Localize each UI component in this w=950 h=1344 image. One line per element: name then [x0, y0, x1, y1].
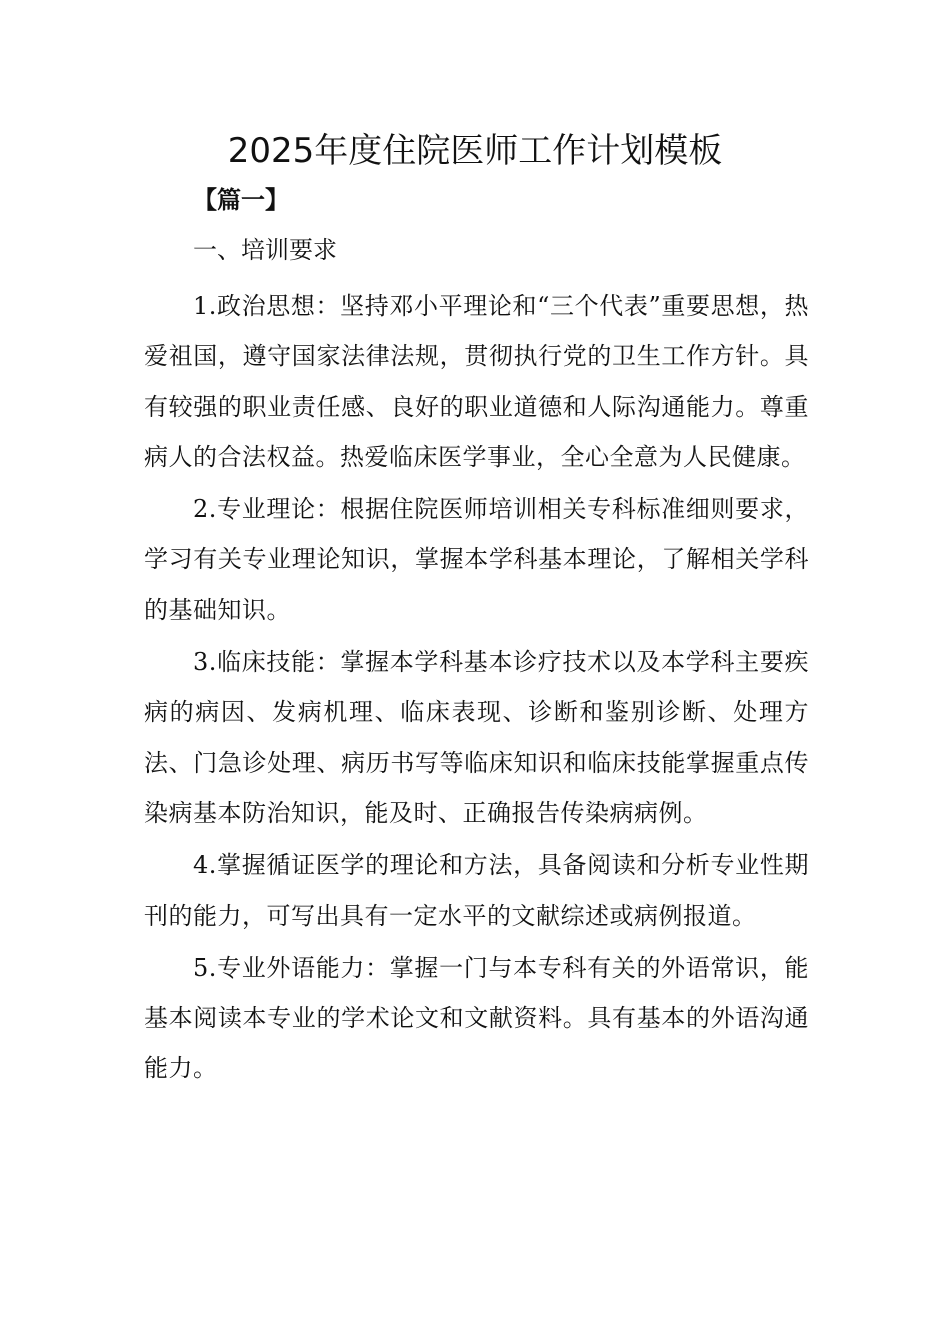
part-heading: 【篇一】	[193, 186, 289, 214]
paragraph-foreign-language: 5.专业外语能力：掌握一门与本专科有关的外语常识，能基本阅读本专业的学术论文和文献资料。具有基本的外语沟通能力。	[144, 953, 809, 1083]
paragraph-political-thought: 1.政治思想：坚持邓小平理论和“三个代表”重要思想，热爱祖国，遵守国家法律法规，贯彻执行党的卫生工作方针。具有较强的职业责任感、良好的职业道德和人际沟通能力。尊重病人的合法权益。热爱临床医学事业，全心全意为人民健康。	[144, 292, 809, 471]
document-body	[144, 281, 809, 1096]
document-title: 2025年度住院医师工作计划模板	[227, 131, 723, 171]
paragraph-professional-theory: 2.专业理论：根据住院医师培训相关专科标准细则要求，学习有关专业理论知识，掌握本学科基本理论，了解相关学科的基础知识。	[144, 495, 809, 624]
paragraph-evidence-based-medicine: 4.掌握循证医学的理论和方法，具备阅读和分析专业性期刊的能力，可写出具有一定水平的文献综述或病例报道。	[144, 851, 809, 930]
paragraph-clinical-skills: 3.临床技能：掌握本学科基本诊疗技术以及本学科主要疾病的病因、发病机理、临床表现、诊断和鉴别诊断、处理方法、门急诊处理、病历书写等临床知识和临床技能掌握重点传染病基本防治知识，能及时、正确报告传染病病例。	[144, 648, 809, 827]
section-heading: 一、培训要求	[193, 236, 337, 264]
